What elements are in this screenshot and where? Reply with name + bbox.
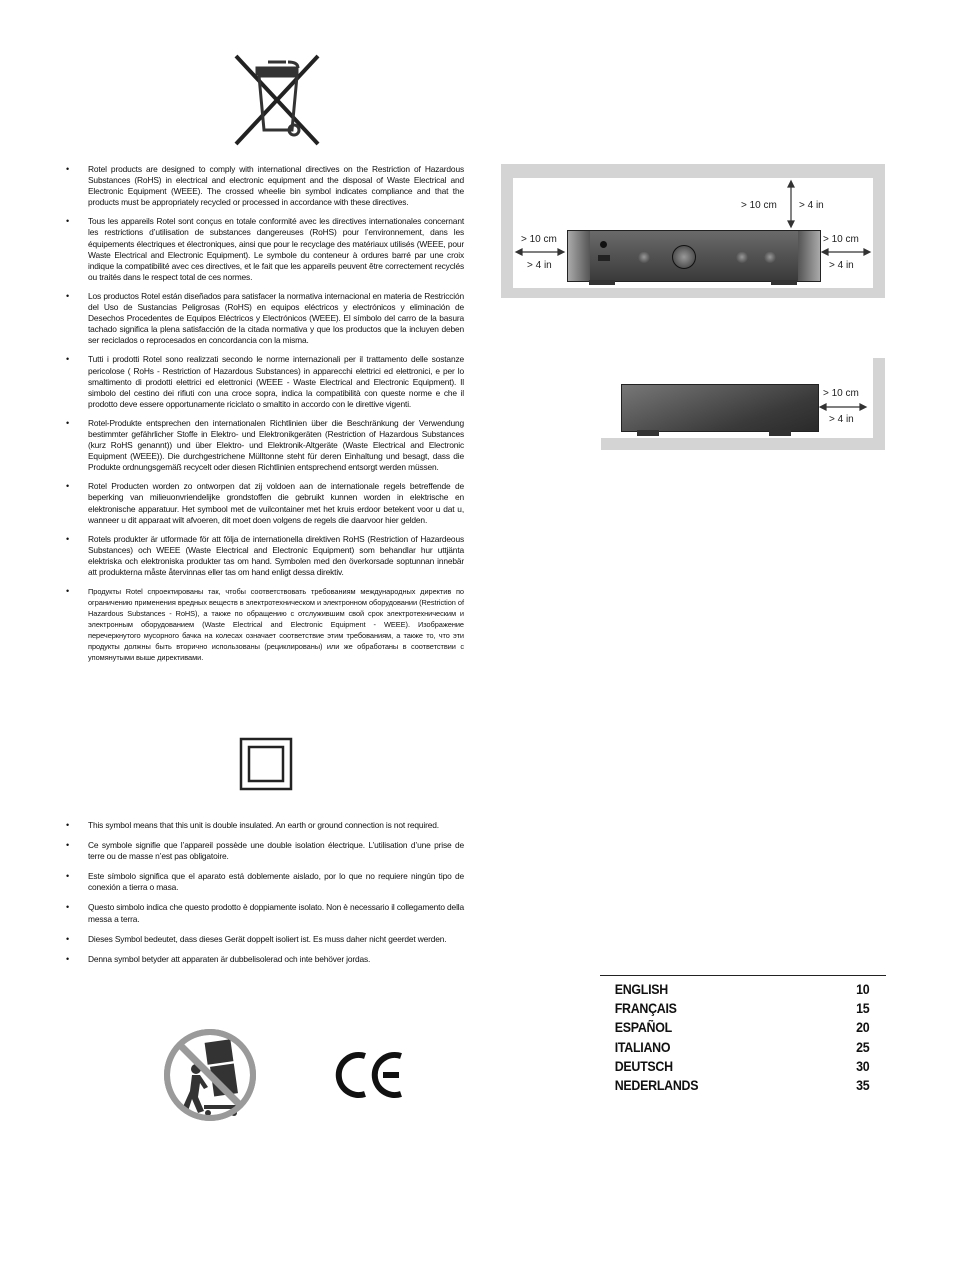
double-insulation-en: • This symbol means that this unit is double insulated. An earth or ground connection is not required. (62, 820, 464, 831)
toc-lang: ITALIANO (614, 1039, 671, 1055)
toc-row[interactable] (600, 1076, 884, 1095)
toc-lang: ENGLISH (614, 982, 668, 997)
toc-lang: ESPAÑOL (614, 1020, 672, 1036)
toc-page: 25 (856, 1039, 870, 1055)
weee-bin-icon (228, 54, 324, 146)
toc-page: 35 (856, 1078, 870, 1094)
weee-notice-it: • Tutti i prodotti Rotel sono realizzati secondo le norme internazionali per il trattamento delle sostanze pericolose ( RoHs - Restriction of Hazardous Substances) in apparecchi elettrici ed elettronici, e per lo smaltimento di prodotti elettrici ed elettronici (WEEE - Waste Electrical and Electronic Equipment). Il simbolo del cestino dei rifiuti con una croce sopra, indica la compatibilità con queste norme e che il prodotto deve essere opportunamente riciclato o smaltito in accordo con le direttive vigenti. (62, 354, 464, 409)
ce-mark-icon (333, 1050, 405, 1100)
weee-notice-fr: • Tous les appareils Rotel sont conçus en totale conformité avec les directives internationales concernant les restrictions d’utilisation de substances dangereuses (RoHS) pour l’environnement, dans les équipements électriques et électroniques, ainsi que pour le recyclage des matériaux utilisés (WEEE, pour Waste Electrical and Electronic Equipment). Le symbole du conteneur à ordures barré par une croix indique la compatibilité avec ces directives, et le fait que les appareils peuvent être correctement recyclés ou traités dans le respect total de ces normes. (62, 216, 464, 283)
rear-clearance-in: > 4 in (829, 414, 854, 425)
left-clearance-in: > 4 in (527, 260, 552, 271)
double-insulation-fr: • Ce symbole signifie que l’appareil possède une double isolation électrique. L’utilisation d’une prise de terre ou de masse n’est pas obligatoire. (62, 840, 464, 862)
clearance-arrows (501, 164, 885, 298)
toc-lang: NEDERLANDS (614, 1078, 699, 1094)
toc-row[interactable] (600, 980, 884, 999)
left-clearance-cm: > 10 cm (521, 234, 557, 245)
right-clearance-cm: > 10 cm (823, 234, 859, 245)
rear-clearance-cm: > 10 cm (823, 388, 859, 399)
double-insulation-it: • Questo simbolo indica che questo prodotto è doppiamente isolato. Non è necessario il collegamento della messa a terra. (62, 902, 464, 924)
top-clearance-cm: > 10 cm (741, 200, 777, 211)
weee-notice-ru: • Продукты Rotel спроектированы так, чтобы соответствовать требованиям международных директив по ограничению применения вредных веществ в электротехническом и электронном оборудовании (Restriction of Hazardous Substances - RoHS), а также по обращению с отслужившим свой срок электротехническим и электронным оборудованием (Waste Electrical and Electronic Equipment - WEEE). Изображение перечеркнутого мусорного бачка на колесах означает соответствие этим требованиям, а также то, что эти продукты должны быть вторично использованы (рециклированы) или же обработаны в соответствии с упомянутыми выше директивами. (62, 586, 464, 663)
weee-notice-nl: • Rotel Producten worden zo ontworpen dat zij voldoen aan de internationale regels betreffende de beperking van milieuonvriendelijke grondstoffen die gebruikt kunnen worden in elektrische en elektronische apparatuur. Het symbool met de vuilcontainer met het kruis erdoor betekent voor u dat u, wanneer u dit apparaat wilt afvoeren, dit moet doen volgens de regels die daarvoor hier gelden. (62, 481, 464, 525)
toc-row[interactable] (600, 1038, 884, 1057)
front-clearance-diagram (501, 164, 885, 298)
right-clearance-in: > 4 in (829, 260, 854, 271)
weee-notice-es: • Los productos Rotel están diseñados para satisfacer la normativa internacional en materia de Restricción del Uso de Sustancias Peligrosas (RoHS) en equipos eléctricos y electrónicos y eliminación de Desechos Procedentes de Equipos Eléctricos y Electrónicos (WEEE). El símbolo del carro de la basura tachado significa la plena satisfacción de la citada normativa y que los productos que la incluyen deben ser reciclados o reprocesados en concordancia con la misma. (62, 291, 464, 346)
language-index (600, 975, 886, 1095)
double-insulation-list (62, 820, 464, 974)
weee-notice-en: • Rotel products are designed to comply with international directives on the Restriction of Hazardous Substances (RoHS) in electrical and electronic equipment and the disposal of Waste Electrical and Electronic Equipment (WEEE). The crossed wheelie bin symbol indicates compliance and that the products must be appropriately recycled or processed in accordance with these directives. (62, 164, 464, 208)
double-insulation-es: • Este símbolo significa que el aparato está doblemente aislado, por lo que no requiere ningún tipo de conexión a tierra o masa. (62, 871, 464, 893)
toc-page: 30 (856, 1058, 870, 1074)
double-insulation-de: • Dieses Symbol bedeutet, dass dieses Gerät doppelt isoliert ist. Es muss daher nicht geerdet werden. (62, 934, 464, 945)
toc-row[interactable] (600, 1018, 884, 1037)
weee-notice-de: • Rotel-Produkte entsprechen den internationalen Richtlinien über die Beschränkung der Verwendung bestimmter gefährlicher Stoffe in Elektro- und Elektronikgeräten (Restriction of Hazardous Substances (kurz RoHS genannt)) und über Elektro- und Elektronik-Altgeräte (Waste Electrical and Electronic Equipment (WEEE)). Die durchgestrichene Mülltonne steht für deren Einhaltung und besagt, dass die Produkte ordnungsgemäß recycelt oder diesen Richtlinien entsprechend entsorgt werden müssen. (62, 418, 464, 473)
double-insulation-sv: • Denna symbol betyder att apparaten är dubbelisolerad och inte behöver jordas. (62, 954, 464, 965)
double-insulation-icon (239, 737, 293, 791)
toc-page: 15 (856, 1001, 870, 1017)
cart-tipover-warning-icon (160, 1025, 260, 1125)
toc-lang: DEUTSCH (614, 1058, 673, 1074)
rear-clearance-arrow (601, 358, 885, 450)
weee-notice-list (62, 164, 464, 671)
top-clearance-in: > 4 in (799, 200, 824, 211)
toc-page: 20 (856, 1020, 870, 1036)
toc-lang: FRANÇAIS (614, 1001, 677, 1017)
rear-clearance-diagram (601, 358, 885, 450)
toc-row[interactable] (600, 1057, 884, 1076)
weee-notice-sv: • Rotels produkter är utformade för att följa de internationella direktiven RoHS (Restriction of Hazardeous Substances) och WEEE (Waste Electrical and Electronic Equipment) som behandlar hur uttjänta elektriska och elektroniska produkter tas om hand. Symbolen med den överkorsade soptunnan innebär att produkterna måste återvinnas eller tas om hand enligt dessa direktiv. (62, 534, 464, 578)
toc-row[interactable] (600, 999, 884, 1018)
toc-page: 10 (856, 982, 870, 997)
